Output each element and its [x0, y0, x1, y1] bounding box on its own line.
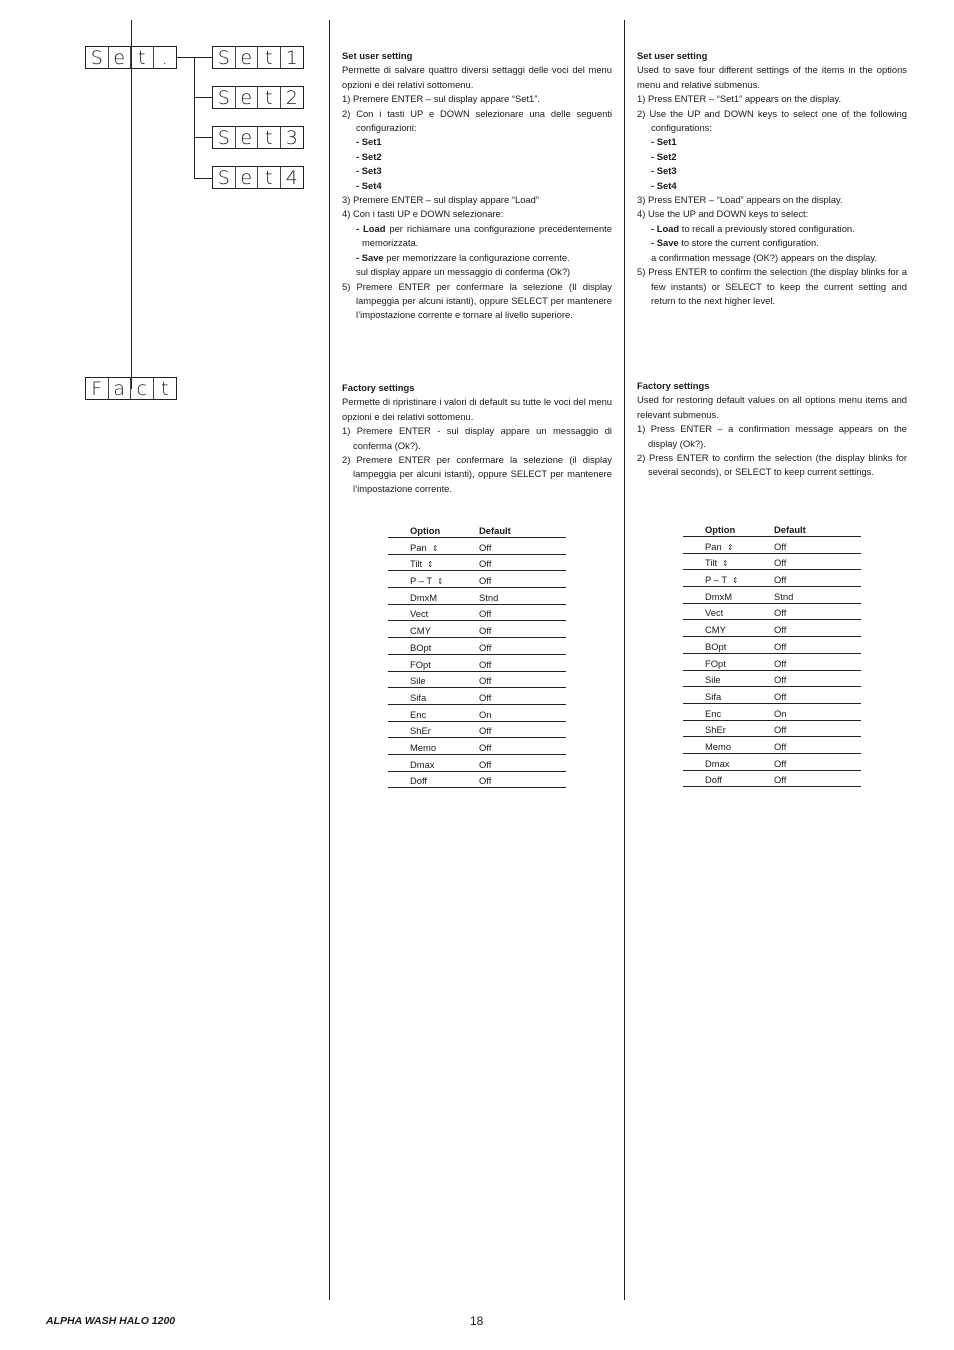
option-cell — [683, 574, 774, 585]
option-label: FOpt — [705, 657, 726, 669]
table-row — [683, 704, 861, 721]
default-cell: Off — [479, 625, 492, 637]
option-cell — [388, 625, 479, 636]
column-divider — [329, 20, 330, 1300]
default-cell: Off — [479, 558, 492, 570]
set-option — [637, 179, 907, 193]
tree-branch-line — [194, 178, 212, 179]
lcd-char: e — [236, 87, 259, 108]
lcd-char: 4 — [285, 166, 298, 189]
option-cell — [388, 558, 479, 569]
option-label: ShEr — [410, 725, 431, 737]
header-option: Option — [410, 525, 441, 536]
save-option — [342, 251, 612, 265]
step: 4) Use the UP and DOWN keys to select: — [637, 208, 809, 220]
up-down-arrow-icon: ⇕ — [437, 577, 444, 587]
default-cell: On — [479, 708, 492, 720]
lcd-fact — [85, 377, 177, 400]
option-cell — [683, 674, 774, 685]
option-cell — [388, 742, 479, 753]
default-cell: Stnd — [774, 590, 794, 602]
table-row — [388, 638, 566, 655]
default-cell: Off — [774, 640, 787, 652]
option-cell — [388, 659, 479, 670]
lcd-char: t — [161, 377, 169, 400]
set-option-label: - Set3 — [356, 165, 382, 177]
tree-sub-trunk-line — [194, 57, 195, 178]
option-label: Sile — [410, 675, 426, 687]
option-cell — [683, 641, 774, 652]
default-cell: Off — [774, 757, 787, 769]
table-header — [388, 525, 566, 538]
table-row — [683, 654, 861, 671]
default-cell: Off — [774, 774, 787, 786]
option-cell — [388, 608, 479, 619]
default-cell: Stnd — [479, 591, 499, 603]
lcd-char: 2 — [285, 86, 298, 109]
set-option — [637, 164, 907, 178]
default-cell: Off — [479, 641, 492, 653]
step: 2) Use the UP and DOWN keys to select one of the following configurations: — [637, 107, 907, 134]
table-row — [683, 737, 861, 754]
option-label: BOpt — [410, 641, 432, 653]
set-option-label: - Set4 — [651, 179, 677, 191]
table-row — [683, 554, 861, 571]
option-label: Tilt — [410, 558, 423, 570]
section-title: Set user setting — [637, 50, 708, 61]
default-cell: Off — [479, 741, 492, 753]
option-label: Pan — [705, 540, 722, 552]
lcd-char: c — [131, 378, 154, 399]
option-cell — [388, 592, 479, 603]
load-label: - Load — [651, 222, 680, 234]
lcd-char: S — [213, 47, 236, 68]
set-option-label: - Set1 — [356, 136, 382, 148]
step: 1) Premere ENTER – sul display appare “Set1”. — [342, 93, 540, 105]
table-row — [683, 637, 861, 654]
option-cell — [388, 675, 479, 686]
default-cell: Off — [479, 691, 492, 703]
option-cell — [388, 642, 479, 653]
table-row — [388, 655, 566, 672]
default-cell: On — [774, 707, 787, 719]
set-option-label: - Set4 — [356, 179, 382, 191]
lcd-char: t — [258, 167, 281, 188]
lcd-set-main — [85, 46, 177, 69]
option-label: Vect — [410, 608, 429, 620]
save-label: - Save — [356, 251, 384, 263]
lcd-char: e — [236, 47, 259, 68]
save-label: - Save — [651, 237, 679, 249]
load-label: - Load — [356, 222, 386, 234]
lcd-set3 — [212, 126, 304, 149]
option-label: Enc — [705, 707, 722, 719]
option-label: P – T — [410, 575, 433, 587]
step: 5) Press ENTER to confirm the selection (the display blinks for a few instants) or SELECT to keep the current setting and return to the next higher level. — [637, 266, 907, 306]
page-number: 18 — [470, 1314, 484, 1328]
it-factory-section — [342, 381, 612, 496]
lcd-char: 3 — [285, 126, 298, 149]
default-cell: Off — [774, 657, 787, 669]
set-option-label: - Set3 — [651, 165, 677, 177]
option-label: Sifa — [705, 690, 722, 702]
table-row — [388, 738, 566, 755]
header-default: Default — [479, 525, 511, 536]
option-label: Dmax — [410, 758, 435, 770]
default-cell: Off — [479, 608, 492, 620]
confirm-note: sul display appare un messaggio di conferma (Ok?) — [356, 266, 571, 278]
lcd-char: F — [86, 378, 109, 399]
default-cell: Off — [479, 725, 492, 737]
tree-trunk-line — [131, 20, 132, 389]
set-option-label: - Set1 — [651, 136, 677, 148]
section-intro: Used to save four different settings of the items in the options menu and relative submenus. — [637, 64, 907, 90]
lcd-char: e — [236, 127, 259, 148]
step: 3) Press ENTER – “Load” appears on the display. — [637, 194, 843, 206]
step: 1) Press ENTER – a confirmation message appears on the display (Ok?). — [637, 423, 907, 449]
option-cell — [683, 708, 774, 719]
section-title: Factory settings — [342, 382, 415, 393]
table-row — [388, 555, 566, 572]
defaults-table-en — [683, 524, 861, 787]
confirm-note: a confirmation message (OK?) appears on the display. — [651, 251, 877, 263]
column-divider — [624, 20, 625, 1300]
default-cell: Off — [479, 758, 492, 770]
table-row — [388, 688, 566, 705]
step: 3) Premere ENTER – sul display appare “Load” — [342, 194, 539, 206]
save-text: per memorizzare la configurazione corrente. — [383, 251, 570, 263]
up-down-arrow-icon: ⇕ — [732, 576, 739, 586]
option-label: Tilt — [705, 557, 718, 569]
set-option — [342, 135, 612, 149]
save-text: to store the current configuration. — [678, 237, 819, 249]
table-row — [683, 604, 861, 621]
option-cell — [683, 624, 774, 635]
lcd-char: t — [258, 127, 281, 148]
default-cell: Off — [774, 540, 787, 552]
option-label: Dmax — [705, 757, 730, 769]
step: 2) Premere ENTER per confermare la selezione (il display lampeggia per alcuni istanti), oppure SELECT per mantenere l’impostazione corrente. — [342, 454, 612, 494]
default-cell: Off — [479, 575, 492, 587]
option-cell — [683, 557, 774, 568]
option-label: BOpt — [705, 640, 727, 652]
lcd-char: S — [213, 87, 236, 108]
default-cell: Off — [774, 574, 787, 586]
table-row — [683, 687, 861, 704]
load-text: to recall a previously stored configuration. — [679, 222, 855, 234]
option-cell — [683, 541, 774, 552]
section-title: Set user setting — [342, 50, 413, 61]
set-option — [637, 135, 907, 149]
option-cell — [683, 607, 774, 618]
table-row — [388, 621, 566, 638]
up-down-arrow-icon: ⇕ — [427, 560, 434, 570]
table-row — [388, 722, 566, 739]
set-option-label: - Set2 — [356, 150, 382, 162]
lcd-char: 1 — [285, 46, 298, 69]
option-label: Doff — [410, 775, 428, 787]
step: 5) Premere ENTER per confermare la selezione (Il display lampeggia per alcuni istanti), oppure SELECT per mantenere l’impostazione corrente e tornare al livello superiore. — [342, 280, 612, 321]
option-label: Enc — [410, 708, 427, 720]
option-label: Memo — [410, 741, 437, 753]
table-row — [388, 755, 566, 772]
option-cell — [388, 692, 479, 703]
lcd-set4 — [212, 166, 304, 189]
set-option — [342, 164, 612, 178]
lcd-char: t — [131, 47, 154, 68]
option-cell — [683, 658, 774, 669]
option-label: CMY — [705, 624, 726, 636]
table-row — [683, 537, 861, 554]
save-option — [637, 236, 907, 250]
defaults-table-it — [388, 525, 566, 788]
up-down-arrow-icon: ⇕ — [727, 542, 733, 552]
set-option — [342, 150, 612, 164]
section-title: Factory settings — [637, 380, 710, 391]
step: 2) Press ENTER to confirm the selection (the display blinks for several seconds), or SELECT to keep current settings. — [637, 452, 907, 478]
option-cell — [683, 724, 774, 735]
option-label: FOpt — [410, 658, 431, 670]
table-row — [683, 754, 861, 771]
step: 4) Con i tasti UP e DOWN selezionare: — [342, 208, 504, 220]
default-cell: Off — [479, 675, 492, 687]
option-cell — [683, 758, 774, 769]
lcd-char: t — [258, 87, 281, 108]
table-row — [388, 705, 566, 722]
option-cell — [388, 709, 479, 720]
default-cell: Off — [774, 607, 787, 619]
step: 1) Press ENTER – “Set1” appears on the display. — [637, 93, 842, 105]
lcd-char: S — [213, 167, 236, 188]
set-option-label: - Set2 — [651, 150, 677, 162]
option-label: CMY — [410, 625, 431, 637]
option-cell — [388, 759, 479, 770]
load-text: per richiamare una configurazione precedentemente memorizzata. — [362, 222, 612, 249]
option-cell — [388, 725, 479, 736]
table-row — [683, 771, 861, 788]
table-row — [388, 588, 566, 605]
section-intro: Permette di salvare quattro diversi settaggi delle voci del menu opzioni e dei relativi sottomenu. — [342, 64, 612, 90]
lcd-char: . — [161, 46, 168, 69]
lcd-set2 — [212, 86, 304, 109]
table-row — [388, 571, 566, 588]
default-cell: Off — [774, 740, 787, 752]
lcd-char: a — [109, 378, 132, 399]
lcd-set1 — [212, 46, 304, 69]
table-row — [388, 672, 566, 689]
lcd-char: t — [258, 47, 281, 68]
default-cell: Off — [774, 557, 787, 569]
option-cell — [683, 741, 774, 752]
table-row — [388, 605, 566, 622]
default-cell: Off — [479, 658, 492, 670]
option-label: Memo — [705, 740, 732, 752]
header-default: Default — [774, 524, 806, 535]
table-header — [683, 524, 861, 537]
header-option: Option — [705, 524, 736, 535]
set-option — [637, 150, 907, 164]
lcd-char: e — [236, 167, 259, 188]
table-row — [683, 671, 861, 688]
table-row — [683, 620, 861, 637]
table-row — [683, 721, 861, 738]
lcd-char: S — [213, 127, 236, 148]
footer-product-name: ALPHA WASH HALO 1200 — [46, 1315, 176, 1327]
table-row — [683, 570, 861, 587]
load-option — [637, 222, 907, 236]
option-cell — [388, 775, 479, 786]
table-row — [388, 538, 566, 555]
option-label: DmxM — [410, 591, 438, 603]
tree-branch-line — [194, 97, 212, 98]
option-label: Sifa — [410, 691, 427, 703]
option-cell — [683, 774, 774, 785]
it-set-section — [342, 49, 612, 323]
set-option — [342, 179, 612, 193]
option-label: Doff — [705, 774, 723, 786]
option-label: Sile — [705, 674, 721, 686]
option-label: Vect — [705, 607, 724, 619]
up-down-arrow-icon: ⇕ — [722, 559, 729, 569]
up-down-arrow-icon: ⇕ — [432, 543, 438, 553]
load-option — [342, 222, 612, 251]
section-intro: Used for restoring default values on all options menu items and relevant submenus. — [637, 394, 907, 420]
en-set-section — [637, 49, 907, 308]
default-cell: Off — [479, 775, 492, 787]
tree-branch-line — [194, 137, 212, 138]
default-cell: Off — [774, 624, 787, 636]
option-label: Pan — [410, 541, 427, 553]
option-cell — [683, 591, 774, 602]
step: 1) Premere ENTER - sul display appare un messaggio di conferma (Ok?). — [342, 425, 612, 451]
option-cell — [388, 575, 479, 586]
default-cell: Off — [479, 541, 492, 553]
step: 2) Con i tasti UP e DOWN selezionare una delle seguenti configurazioni: — [342, 107, 612, 134]
default-cell: Off — [774, 674, 787, 686]
option-cell — [683, 691, 774, 702]
table-row — [683, 587, 861, 604]
option-label: DmxM — [705, 590, 733, 602]
lcd-char: e — [109, 47, 132, 68]
section-intro: Permette di ripristinare i valori di default su tutte le voci del menu opzioni e dei relativi sottomenu. — [342, 396, 612, 422]
table-row — [388, 772, 566, 789]
option-label: ShEr — [705, 724, 726, 736]
option-cell — [388, 542, 479, 553]
lcd-char: S — [86, 47, 109, 68]
en-factory-section — [637, 379, 907, 480]
default-cell: Off — [774, 724, 787, 736]
option-label: P – T — [705, 574, 728, 586]
default-cell: Off — [774, 690, 787, 702]
